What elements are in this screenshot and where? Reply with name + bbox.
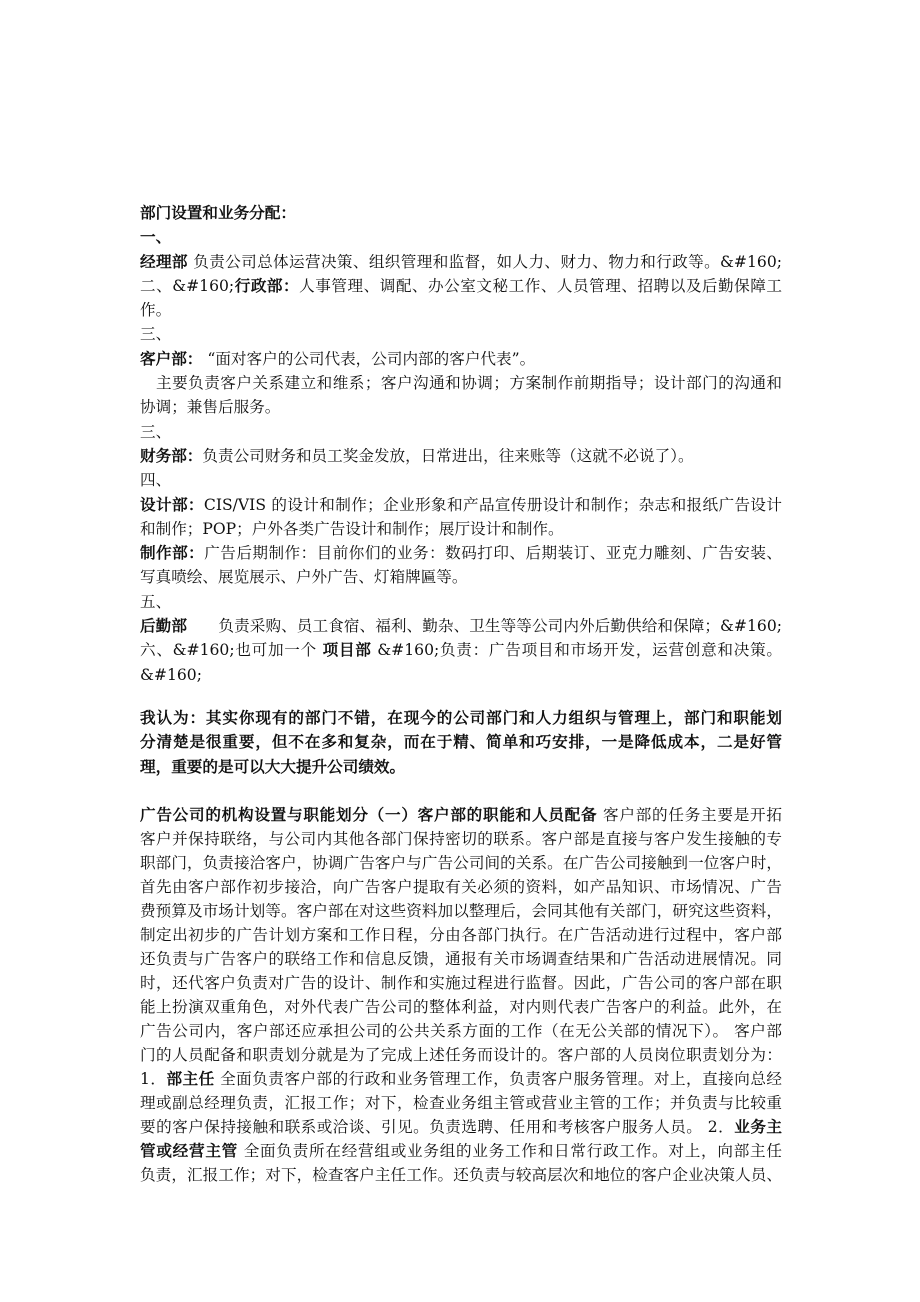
body-text: 作。 [140, 301, 172, 320]
bold-heading-text: 设计部： [140, 495, 204, 514]
body-text: 制定出初步的广告计划方案和工作日程，分由各部门执行。在广告活动进行过程中，客户部 [140, 926, 782, 944]
body-text: 费预算及市场计划等。客户部在对这些资料加以整理后，会同其他有关部门，研究这些资料， [140, 902, 782, 920]
body-text: 负责公司财务和员工奖金发放，日常进出，往来账等（这就不必说了）。 [202, 446, 694, 465]
text-line [140, 493, 782, 517]
body-text: 1． [140, 1070, 167, 1088]
bold-heading-text: 财务部： [140, 446, 203, 465]
bold-heading-text: 后勤部 [140, 617, 188, 636]
bold-heading-text: 部门设置和业务分配： [140, 204, 296, 222]
text-line [140, 614, 782, 638]
text-line [140, 250, 782, 274]
bold-heading-text: 部主任 [166, 1070, 215, 1088]
text-line [140, 298, 782, 322]
text-line [140, 971, 782, 995]
body-text: 六、&#160;也可加一个 [140, 641, 323, 660]
text-line [140, 1091, 782, 1115]
body-text: 客户并保持联络，与公司内其他各部门保持密切的联系。客户部是直接与客户发生接触的专 [140, 830, 782, 848]
body-text: 五、 [140, 592, 172, 611]
bold-heading-text: 经理部 [140, 252, 188, 271]
text-line [140, 274, 782, 298]
bold-heading-text: 行政部： [234, 276, 300, 295]
body-text: 广告后期制作：目前你们的业务：数码打印、后期装订、亚克力雕刻、广告安装、 [204, 544, 782, 563]
body-text: “面对客户的公司代表，公司内部的客户代表”。 [202, 349, 536, 368]
text-line [140, 875, 782, 899]
body-text: 负责，汇报工作；对下，检查客户主任工作。还负责与较高层次和地位的客户企业决策人员、 [140, 1166, 782, 1184]
body-text: 人事管理、调配、办公室文秘工作、人员管理、招聘以及后勤保障工 [299, 276, 782, 295]
body-text: 协调；兼售后服务。 [140, 398, 281, 417]
text-line [140, 420, 782, 444]
body-text: 能上扮演双重角色，对外代表广告公司的整体利益，对内则代表广告客户的利益。此外，在 [140, 998, 782, 1016]
text-line [140, 803, 782, 827]
text-line [140, 638, 782, 684]
body-text: &#160;负责：广告项目和市场开发，运营创意和决策。&#160; [140, 641, 782, 684]
text-line [140, 899, 782, 923]
text-line [140, 225, 782, 249]
text-line [140, 1115, 782, 1139]
text-line [140, 590, 782, 614]
body-text: 全面负责所在经营组或业务组的业务工作和日常行政工作。对上，向部主任 [238, 1142, 782, 1160]
agency-structure-section [140, 803, 782, 1187]
body-text: 和制作；POP；户外各类广告设计和制作；展厅设计和制作。 [140, 519, 564, 538]
body-text: 首先由客户部作初步接洽，向广告客户提取有关必须的资料，如产品知识、市场情况、广告 [140, 878, 782, 896]
body-text: 写真喷绘、展览展示、户外广告、灯箱牌匾等。 [140, 568, 468, 587]
text-line [140, 947, 782, 971]
text-line [140, 706, 782, 730]
department-setup-section [140, 201, 782, 684]
text-line [140, 371, 782, 395]
bold-heading-text: 一、 [140, 228, 172, 247]
text-line [140, 1019, 782, 1043]
bold-heading-text: 广告公司的机构设置与职能划分（一）客户部的职能和人员配备 [140, 806, 598, 824]
text-line [140, 395, 782, 419]
text-line [140, 444, 782, 468]
opinion-section [140, 706, 782, 779]
bold-heading-text: 管或经营主管 [140, 1142, 239, 1160]
text-line [140, 1067, 782, 1091]
body-text: 四、 [140, 471, 172, 490]
body-text: 广告公司内，客户部还应承担公司的公共关系方面的工作（在无公关部的情况下）。 客户部 [140, 1022, 782, 1040]
text-line [140, 322, 782, 346]
body-text: 时，还代客户负责对广告的设计、制作和实施过程进行监督。因此，广告公司的客户部在职 [140, 974, 782, 992]
body-text: 二、&#160; [140, 276, 235, 295]
text-line [140, 755, 782, 779]
body-text: 门的人员配备和职责划分就是为了完成上述任务而设计的。客户部的人员岗位职责划分为： [140, 1046, 782, 1064]
text-line [140, 730, 782, 754]
body-text: 理，重要的是可以大大提升公司绩效。 [140, 757, 406, 776]
body-text: 客户部的任务主要是开拓 [597, 806, 782, 824]
bold-heading-text: 项目部 [322, 641, 372, 660]
body-text: 还负责与广告客户的联络工作和信息反馈，通报有关市场调查结果和广告活动进展情况。同 [140, 950, 782, 968]
text-line [140, 995, 782, 1019]
bold-heading-text: 业务主 [734, 1118, 782, 1136]
text-line [140, 1163, 782, 1187]
body-text: 分清楚是很重要，但不在多和复杂，而在于精、简单和巧安排，一是降低成本，二是好管 [140, 733, 782, 752]
body-text: 负责采购、员工食宿、福利、勤杂、卫生等等公司内外后勤供给和保障；&#160; [187, 617, 782, 636]
text-line [140, 827, 782, 851]
text-line [140, 923, 782, 947]
body-text: 我认为：其实你现有的部门不错，在现今的公司部门和人力组织与管理上，部门和职能划 [140, 709, 782, 727]
text-line [140, 541, 782, 565]
bold-heading-text: 客户部： [140, 349, 203, 368]
text-line [140, 851, 782, 875]
text-line [140, 565, 782, 589]
bold-heading-text: 制作部： [140, 544, 205, 563]
body-text: 理或副总经理负责，汇报工作；对下，检查业务组主管或营业主管的工作；并负责与比较重 [140, 1094, 782, 1112]
body-text: 三、 [140, 422, 172, 441]
body-text: 全面负责客户部的行政和业务管理工作，负责客户服务管理。对上，直接向总经 [214, 1070, 782, 1088]
text-line [140, 1043, 782, 1067]
body-text: 职部门，负责接洽客户，协调广告客户与广告公司间的关系。在广告公司接触到一位客户时， [140, 854, 782, 872]
body-text: 主要负责客户关系建立和维系；客户沟通和协调；方案制作前期指导；设计部门的沟通和 [140, 374, 782, 393]
body-text: CIS/VIS 的设计和制作；企业形象和产品宣传册设计和制作；杂志和报纸广告设计 [203, 495, 782, 514]
text-line [140, 347, 782, 371]
body-text: 要的客户保持接触和联系或洽谈、引见。负责选聘、任用和考核客户服务人员。 2． [140, 1118, 735, 1136]
body-text: 负责公司总体运营决策、组织管理和监督，如人力、财力、物力和行政等。&#160; [187, 252, 782, 271]
text-line [140, 468, 782, 492]
text-line [140, 1139, 782, 1163]
text-line [140, 201, 782, 225]
body-text: 三、 [140, 325, 172, 344]
text-line [140, 517, 782, 541]
